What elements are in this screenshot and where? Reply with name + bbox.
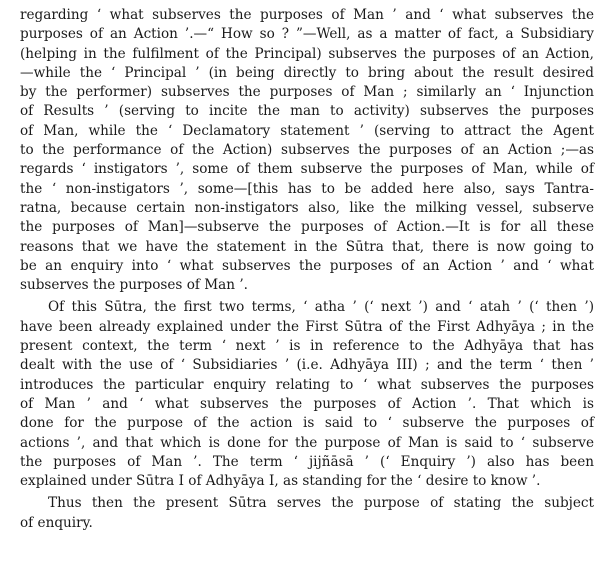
text-line: —while the ‘ Principal ’ (in being directly to bring about the result desired <box>20 64 594 81</box>
text-line: subserves the purposes of Man ’. <box>20 277 248 294</box>
text-line: have been already explained under the First Sūtra of the First Adhyāya ; in the <box>20 318 594 335</box>
text-line: the ‘ non-instigators ’, some—[this has to be added here also, says Tantra- <box>20 180 594 197</box>
text-line: of enquiry. <box>20 514 93 531</box>
text-line: reasons that we have the statement in the Sūtra that, there is now going to <box>20 238 594 255</box>
text-line: of Man, while the ‘ Declamatory statement ’ (serving to attract the Agent <box>20 122 594 139</box>
text-line: explained under Sūtra I of Adhyāya I, as standing for the ‘ desire to know ’. <box>20 473 541 490</box>
text-line: regards ‘ instigators ’, some of them subserve the purposes of Man, while of <box>20 161 594 178</box>
text-line: ratna, because certain non-instigators also, like the milking vessel, subserve <box>20 199 594 216</box>
text-line: Thus then the present Sūtra serves the purpose of stating the subject <box>48 495 594 512</box>
text-line: Of this Sūtra, the first two terms, ‘ atha ’ (‘ next ’) and ‘ atah ’ (‘ then ’) <box>48 299 594 316</box>
text-line: of Man ’ and ‘ what subserves the purposes of Action ’. That which is <box>20 395 594 412</box>
paragraph-2 <box>20 298 594 491</box>
text-line: the purposes of Man]—subserve the purposes of Action.—It is for all these <box>20 219 594 236</box>
text-line: by the performer) subserves the purposes of Man ; similarly an ‘ Injunction <box>20 84 594 101</box>
text-line: actions ’, and that which is done for the purpose of Man is said to ‘ subserve <box>20 434 594 451</box>
text-line: (helping in the fulfilment of the Principal) subserves the purposes of an Action, <box>20 45 594 62</box>
text-line: be an enquiry into ‘ what subserves the purposes of an Action ’ and ‘ what <box>20 257 594 274</box>
paragraph-3 <box>20 494 594 533</box>
text-line: to the performance of the Action) subserves the purposes of an Action ;—as <box>20 142 594 159</box>
paragraph-1 <box>20 6 594 295</box>
text-line: purposes of an Action ’.—“ How so ? ”—Well, as a matter of fact, a Subsidiary <box>20 26 594 43</box>
text-line: present context, the term ‘ next ’ is in reference to the Adhyāya that has <box>20 338 594 355</box>
text-line: of Results ’ (serving to incite the man to activity) subserves the purposes <box>20 103 594 120</box>
text-line: introduces the particular enquiry relating to ‘ what subserves the purposes <box>20 376 594 393</box>
text-line: the purposes of Man ’. The term ‘ jijñāsā ’ (‘ Enquiry ’) also has been <box>20 453 594 470</box>
text-line: regarding ‘ what subserves the purposes of Man ’ and ‘ what subserves the <box>20 7 594 23</box>
text-line: dealt with the use of ‘ Subsidiaries ’ (i.e. Adhyāya III) ; and the term ‘ then ’ <box>20 357 594 374</box>
text-line: done for the purpose of the action is said to ‘ subserve the purposes of <box>20 415 594 432</box>
